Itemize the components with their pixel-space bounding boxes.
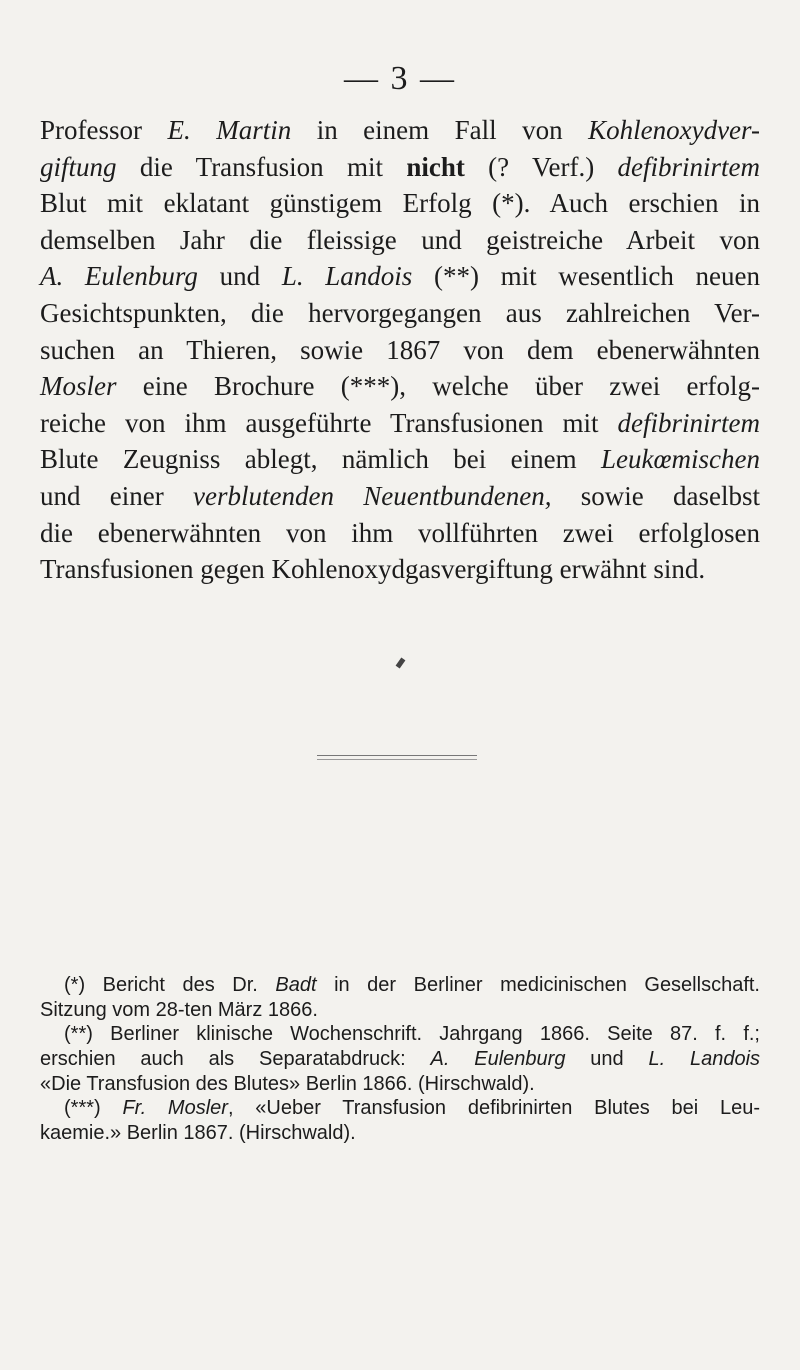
text-run: , «Ueber Transfusion defibrinirten Blutes bei Leu- xyxy=(227,1097,760,1120)
text-line xyxy=(40,332,760,369)
text-run: nicht xyxy=(406,151,465,182)
text-run: defibrinirtem xyxy=(617,151,761,182)
text-run: die Transfusion mit xyxy=(116,151,407,182)
footnotes xyxy=(40,973,760,1146)
text-line xyxy=(40,258,760,295)
text-run: L. Landois xyxy=(648,1048,761,1071)
text-line xyxy=(40,295,760,332)
footnote-line xyxy=(40,1096,760,1121)
text-run: L. Landois xyxy=(281,261,413,292)
text-run: (*) Bericht des Dr. xyxy=(64,974,276,996)
text-run: (***) xyxy=(64,1097,123,1120)
text-run: Mosler xyxy=(40,371,117,402)
text-run: (? Verf.) xyxy=(464,151,618,182)
text-run: und xyxy=(565,1048,649,1071)
text-run: verblutenden Neuentbundenen, xyxy=(193,480,552,511)
text-run: erschien auch als Separatabdruck: xyxy=(40,1048,431,1071)
text-run: defibrinirtem xyxy=(617,407,760,438)
text-run: Gesichtspunkten, die hervorgegangen aus zahlreichen Ver- xyxy=(40,297,760,328)
text-run: Kohlenoxydver- xyxy=(588,115,760,145)
text-run: und einer xyxy=(40,480,194,511)
separator-rule xyxy=(317,755,477,760)
text-run: Professor xyxy=(40,115,168,145)
text-line xyxy=(40,515,760,552)
footnote-line xyxy=(40,1072,760,1097)
text-run: demselben Jahr die fleissige und geistreiche Arbeit von xyxy=(40,224,760,255)
footnote-line xyxy=(40,1047,760,1072)
text-run: eine Brochure (***), welche über zwei erfolg- xyxy=(116,371,760,402)
text-run: Badt xyxy=(275,974,317,996)
text-line xyxy=(40,405,760,442)
text-run: Sitzung vom 28-ten März 1866. xyxy=(40,998,318,1021)
text-run: A. Eulenburg xyxy=(430,1048,566,1071)
text-line xyxy=(40,551,760,588)
main-paragraph xyxy=(40,112,760,588)
text-run: die ebenerwähnten von ihm vollführten zwei erfolglosen xyxy=(40,517,760,548)
footnote-line xyxy=(40,998,760,1023)
text-run: in der Berliner medicinischen Gesellschaft. xyxy=(316,974,760,996)
text-run: E. Martin xyxy=(167,115,292,145)
text-run: (**) Berliner klinische Wochenschrift. Jahrgang 1866. Seite 87. f. f.; xyxy=(64,1023,760,1046)
footnote-line xyxy=(40,1121,760,1146)
text-run: kaemie.» Berlin 1867. (Hirschwald). xyxy=(40,1122,356,1145)
text-line xyxy=(40,149,760,186)
footnote-line xyxy=(40,1022,760,1047)
text-line xyxy=(40,478,760,515)
printer-mark xyxy=(396,657,406,668)
text-line xyxy=(40,441,760,478)
page-number: — 3 — xyxy=(344,60,456,97)
text-run: Blute Zeugniss ablegt, nämlich bei einem xyxy=(40,444,602,475)
text-run: suchen an Thieren, sowie 1867 von dem ebenerwähnten xyxy=(40,334,760,365)
text-run: «Die Transfusion des Blutes» Berlin 1866. (Hirschwald). xyxy=(40,1072,535,1095)
text-run: Leukœmischen xyxy=(601,444,760,475)
text-line xyxy=(40,185,760,222)
text-line xyxy=(40,368,760,405)
text-run: Blut mit eklatant günstigem Erfolg (*). Auch erschien in xyxy=(40,188,760,219)
text-line xyxy=(40,112,760,149)
text-run: reiche von ihm ausgeführte Transfusionen mit xyxy=(40,407,618,438)
text-run: (**) mit wesentlich neuen xyxy=(412,261,760,292)
text-run: in einem Fall von xyxy=(291,115,589,145)
footnote-line xyxy=(40,973,760,998)
text-run: und xyxy=(197,261,282,292)
text-run: sowie daselbst xyxy=(551,480,760,511)
text-run: Transfusionen gegen Kohlenoxydgasvergiftung erwähnt sind. xyxy=(40,554,706,585)
text-run: Fr. Mosler xyxy=(122,1097,228,1120)
text-line xyxy=(40,222,760,259)
text-run: giftung xyxy=(40,151,117,182)
text-run: A. Eulenburg xyxy=(40,261,198,292)
